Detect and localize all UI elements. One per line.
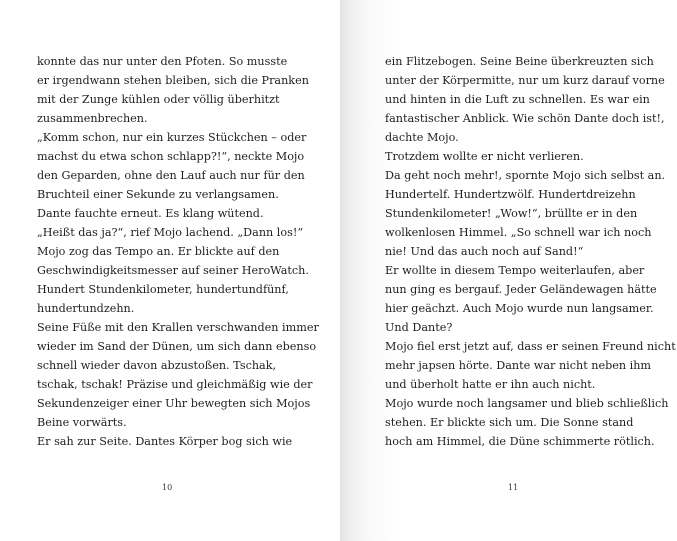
text-line: Trotzdem wollte er nicht verlieren. [385,150,584,163]
text-line: hoch am Himmel, die Düne schimmerte rötlich. [385,435,655,448]
text-line: stehen. Er blickte sich um. Die Sonne stand [385,416,634,429]
text-line: dachte Mojo. [385,131,459,144]
text-line: hier geächzt. Auch Mojo wurde nun langsamer. [385,302,654,315]
text-line: fantastischer Anblick. Wie schön Dante doch ist!, [385,112,665,125]
text-line: Da geht noch mehr!, spornte Mojo sich selbst an. [385,169,666,182]
text-line: nie! Und das auch noch auf Sand!“ [385,245,584,258]
right-page [340,0,677,541]
text-line: den Geparden, ohne den Lauf auch nur für den [37,169,305,182]
text-line: „Heißt das ja?“, rief Mojo lachend. „Dann los!“ [37,226,304,239]
text-line: konnte das nur unter den Pfoten. So musste [37,55,288,68]
text-line: „Komm schon, nur ein kurzes Stückchen – oder [37,131,307,144]
text-line: Bruchteil einer Sekunde zu verlangsamen. [37,188,279,201]
text-line: Mojo wurde noch langsamer und blieb schließlich [385,397,669,410]
text-line: Beine vorwärts. [37,416,127,429]
text-line: Sekundenzeiger einer Uhr bewegten sich Mojos [37,397,311,410]
text-line: er irgendwann stehen bleiben, sich die Pranken [37,74,309,87]
text-line: wolkenlosen Himmel. „So schnell war ich noch [385,226,652,239]
text-line: schnell wieder davon abzustoßen. Tschak, [37,359,277,372]
text-line: machst du etwa schon schlapp?!“, neckte Mojo [37,150,305,163]
left-page-text [37,52,319,451]
text-line: hundertundzehn. [37,302,135,315]
text-line: Mojo zog das Tempo an. Er blickte auf den [37,245,280,258]
text-line: Und Dante? [385,321,453,334]
page-number-left: 10 [162,483,173,492]
text-line: Er wollte in diesem Tempo weiterlaufen, aber [385,264,645,277]
text-line: Stundenkilometer! „Wow!“, brüllte er in den [385,207,638,220]
text-line: zusammenbrechen. [37,112,148,125]
text-line: nun ging es bergauf. Jeder Geländewagen hätte [385,283,657,296]
text-line: Hundertelf. Hundertzwölf. Hundertdreizehn [385,188,636,201]
page-number-right: 11 [508,483,519,492]
text-line: und überholt hatte er ihn auch nicht. [385,378,596,391]
text-line: Seine Füße mit den Krallen verschwanden immer [37,321,319,334]
text-line: ein Flitzebogen. Seine Beine überkreuzten sich [385,55,654,68]
text-line: Geschwindigkeitsmesser auf seiner HeroWatch. [37,264,309,277]
text-line: mit der Zunge kühlen oder völlig überhitzt [37,93,280,106]
right-page-text [385,52,676,451]
text-line: und hinten in die Luft zu schnellen. Es war ein [385,93,650,106]
text-line: Mojo fiel erst jetzt auf, dass er seinen Freund nicht [385,340,676,353]
text-line: mehr japsen hörte. Dante war nicht neben ihm [385,359,652,372]
text-line: Er sah zur Seite. Dantes Körper bog sich wie [37,435,293,448]
text-line: wieder im Sand der Dünen, um sich dann ebenso [37,340,317,353]
text-line: tschak, tschak! Präzise und gleichmäßig wie der [37,378,313,391]
text-line: Dante fauchte erneut. Es klang wütend. [37,207,264,220]
text-line: Hundert Stundenkilometer, hundertundfünf, [37,283,289,296]
text-line: unter der Körpermitte, nur um kurz darauf vorne [385,74,665,87]
